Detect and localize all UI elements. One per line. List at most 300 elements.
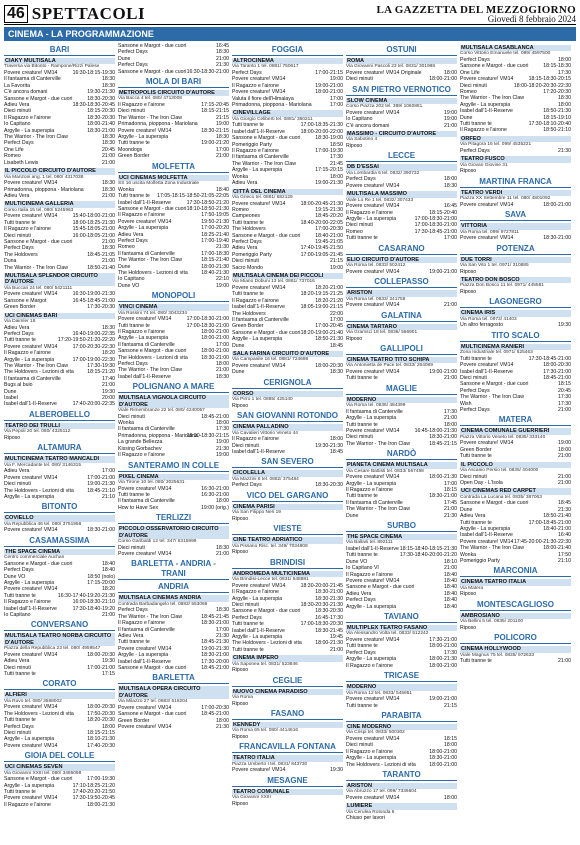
showtimes: 17:20-19:50-21:20-22:20 (57, 337, 115, 344)
showtime-row (460, 453, 571, 459)
film-title: Povere creature! VM14 (232, 284, 286, 291)
film-title: Il Ragazzo e l'airone (118, 452, 165, 459)
film-title: Perfect Days (460, 147, 490, 154)
cinema-address: Via Miano Dobuni 13 tel. 0881/ 737016 (232, 279, 315, 285)
showtimes: 17:20-20:30 (543, 89, 571, 96)
cinema-name: ROMA (346, 58, 457, 64)
showtimes: 18:00-21:00 (429, 761, 457, 768)
showtimes: 20:45 (102, 146, 115, 153)
showtime-row (118, 283, 229, 289)
showtimes: 18:40 (444, 603, 457, 610)
showtimes: 19:00-21:00 (429, 368, 457, 375)
cinema-name: VITTORIA (460, 223, 571, 229)
showtime-row (4, 494, 115, 500)
newspaper-page (4, 4, 576, 837)
film-title: Povere creature! VM14 (118, 218, 172, 225)
film-title: Povere creature! VM14 (232, 76, 286, 83)
film-title: Dune (460, 114, 473, 121)
showtimes: 15:40-18:00-21:00 (72, 213, 115, 220)
film-title: Il fantasma di Canterville (4, 375, 61, 382)
film-title: Isabel dall'1-II-Reserve (232, 627, 285, 634)
showtimes: 17:00-20:30 (201, 704, 229, 711)
programme-banner: CINEMA - LA PROGRAMMAZIONE (4, 27, 576, 41)
showtime-row (118, 374, 229, 380)
city-heading: SAN PIETRO VERNOTICO (346, 85, 457, 96)
film-title: Tutti tranne te (346, 702, 378, 709)
showtimes: 18:40 (216, 186, 229, 193)
city-heading: TERLIZZI (118, 513, 229, 524)
film-title: Il fantasma di Canterville (118, 341, 175, 348)
cinema-name: MULTISALA TEATRO NORBA CIRCUITO D'AUTORE (4, 633, 115, 646)
film-title: Argylle - La superspia (232, 167, 283, 174)
showtimes: 18:15-19:10 (543, 114, 571, 121)
film-title: Dieci minuti (4, 664, 31, 671)
film-title: Wonka (118, 186, 135, 193)
showtimes: 18:45 (330, 342, 343, 349)
showtimes: 19:30 (102, 388, 115, 395)
city-heading: SURBO (346, 521, 457, 532)
cinema-address: Via Giovanni XXIII (232, 795, 271, 801)
film-title: Povere creature! VM14 (346, 794, 400, 801)
showtimes: 18:00 (216, 420, 229, 427)
film-title: Riposo (460, 268, 477, 275)
showtimes: 18:00-21:30 (201, 263, 229, 270)
film-title: Adieu Vera (4, 192, 30, 199)
film-title: Sansone e Margot - due cuori (232, 135, 301, 142)
cinema-address: Via Saponea tel. 0831/ 523846 (232, 661, 298, 667)
film-title: Dieci minuti (232, 258, 259, 265)
showtime-row (118, 69, 229, 75)
cinema-address: Via Alessandro Volta tel. 0833/ 512242 (346, 631, 429, 637)
showtimes: 21:00 (102, 153, 115, 160)
showtimes: 18:00-18:30-21:15 (186, 432, 229, 439)
film-title: Povere creature! VM14 (232, 89, 286, 96)
film-title: Povere creature! VM14 (118, 127, 172, 134)
showtimes: 18:45-21:00 (201, 665, 229, 671)
cinema-address: Via Bellini 5 tel. 0835/ 201100 (460, 619, 524, 625)
cinema-address: Corso Garibaldi 12 tel. 347/ 6315999 (118, 538, 197, 544)
film-title: Dieci minuti (118, 108, 145, 115)
section-title: SPETTACOLI (31, 4, 146, 23)
film-title: Povere creature! VM14 (460, 201, 514, 208)
cinema-name: CIAKY MULTISALA (4, 58, 115, 64)
film-title: Primadonna, pioppona - Mariolana (232, 102, 312, 109)
showtime-row (232, 647, 343, 653)
film-title: Dieci minuti (460, 374, 487, 381)
showtimes: 18:30-21:00 (315, 589, 343, 596)
showtimes: 17:00-18:45-21:00 (528, 519, 571, 526)
film-title: Dune VO (118, 282, 140, 289)
film-title: Riposo (232, 800, 249, 807)
showtimes: 21:00 (216, 550, 229, 557)
showtimes: 18:00-21:00 (201, 335, 229, 342)
showtime-row (118, 505, 229, 511)
showtimes: 18:30-21:30 (315, 595, 343, 602)
showtimes: 22:10 (216, 276, 229, 283)
cinema-address: Via Daimler 16 (4, 319, 36, 324)
showtimes: 18:00-21:00 (429, 76, 457, 83)
city-heading: PARABITA (346, 711, 457, 722)
showtime-row (232, 667, 343, 673)
showtimes: 18:15-21:15 (87, 730, 115, 737)
film-title: Tutti tranne te (4, 789, 36, 796)
showtimes: 18:30 (444, 182, 457, 189)
cinema-address: Via Bacca 4 tel. 080/ 4713008 (118, 96, 182, 102)
cinema-name: CINE MODERNO (346, 724, 457, 730)
showtimes: 17:05-18:15-18:50-21:05-22:05 (157, 193, 229, 200)
showtimes: 21:10 (102, 493, 115, 500)
film-title: Tutti tranne te (232, 621, 264, 628)
showtimes: 21:00 (558, 453, 571, 460)
newspaper-name: LA GAZZETTA DEL MEZZOGIORNO (376, 4, 576, 16)
film-title: Dune (118, 263, 131, 270)
film-title: The Holdovers - Lezioni di vita (346, 761, 416, 768)
film-title: One Life (460, 69, 480, 76)
showtimes: 18:30-20:30 (315, 608, 343, 615)
film-title: Il Ragazzo e l'airone (232, 297, 279, 304)
film-title: Tutti tranne te (4, 337, 36, 344)
film-title: Valuta il fiore dell'Himalaya (232, 95, 294, 102)
showtimes: 18:00-21:00 (543, 201, 571, 208)
film-title: Tutti tranne te (460, 453, 492, 460)
film-title: Povere creature! VM14 (4, 527, 58, 534)
film-title: Povere creature! VM14 (4, 70, 58, 76)
film-title: Povere creature! VM14 (4, 742, 58, 749)
film-title: Io Capitano (4, 611, 31, 618)
showtimes: 17:00-20:30-22:30 (72, 343, 115, 350)
film-title: Povere creature! VM14 (346, 474, 400, 481)
city-heading: VICO DEL GARGANO (232, 491, 343, 502)
showtimes: 18:30 (216, 544, 229, 551)
film-title: Io Capitano (4, 121, 31, 128)
showtimes: 18:20-20:30 (87, 717, 115, 724)
film-title: Tutti tranne te (460, 658, 492, 665)
showtimes: 18:30-21:00 (543, 235, 571, 242)
film-title: Povere creature! VM14 (232, 582, 286, 589)
showtimes: 21:00 (330, 646, 343, 653)
film-title: Povere creature! VM14 (460, 538, 514, 545)
showtime-row (460, 322, 571, 328)
cinema-name: TEATRO DEI TRULLI (4, 423, 115, 429)
film-title: Perfect Days (118, 607, 148, 614)
film-title: Riposo (460, 624, 477, 631)
film-title: Il Ragazzo e l'airone (232, 148, 279, 155)
film-title: Lisabeth Lewis (4, 159, 39, 166)
showtimes: 17:40-20:00-22:35 (72, 401, 115, 408)
showtimes: 17:00-20:30 (315, 226, 343, 233)
showtimes: 17:30-18:40-19:20 (72, 605, 115, 612)
showtimes: 18:00-18:25-21:30 (72, 219, 115, 226)
showtime-row (460, 591, 571, 597)
film-title: Moondogs (118, 146, 143, 153)
film-title: Perfect Days (232, 70, 262, 76)
cinema-name: MULTISALA OPERA CIRCUITO D'AUTORE (118, 686, 229, 699)
showtime-row (4, 435, 115, 441)
showtimes: 18:40 (444, 571, 457, 578)
cinema-address: Piazza XX Settembre 11 tel. 080/ 4801092 (460, 196, 551, 202)
film-title: Dieci minuti (232, 601, 259, 608)
showtimes: 18:00-21:00 (429, 662, 457, 669)
film-title: Adieu Vera (4, 468, 30, 475)
city-heading: POLIGNANO A MARE (118, 382, 229, 393)
city-heading: TARANTO (346, 770, 457, 781)
cinema-address: Via Sabotino 4 (346, 137, 378, 143)
film-title: Il Ragazzo e l'airone (4, 114, 51, 121)
cinema-name: CINEMA IMPERO (232, 655, 343, 661)
showtimes: 19:00 (444, 109, 457, 116)
film-title: Perfect Days (460, 406, 490, 413)
city-heading: MATERA (460, 415, 571, 426)
showtime-row (346, 375, 457, 381)
film-title: Il Ragazzo e l'airone (346, 571, 393, 578)
showtimes: 17:30 (558, 69, 571, 76)
film-title: Isabel dall'1-II-Reserve (460, 368, 513, 375)
film-title: Povere creature! VM14 (346, 302, 400, 309)
film-title: The Warrior - The Iron Claw (346, 440, 410, 447)
showtime-row (346, 703, 457, 709)
showtime-row (346, 663, 457, 669)
cinema-address: Corso Italia 15 tel. 080/ 5245963 (4, 207, 74, 213)
film-title: Dune (4, 388, 17, 395)
showtimes: 18:00 (102, 723, 115, 730)
film-title: Adieu Vera (4, 324, 30, 331)
cinema-address: Via Gramsci 18 tel. 0836/ 566901 (346, 329, 418, 335)
film-title: Il Ragazzo e l'airone (4, 801, 51, 808)
showtimes: 19:45 (330, 633, 343, 640)
showtimes: 21:30 (558, 506, 571, 513)
film-title: Sansone e Margot - due cuori (4, 776, 73, 783)
film-title: Dune (460, 506, 473, 513)
showtimes: 21:00 (558, 658, 571, 665)
film-title: The Warrior - The Iron Claw (118, 613, 182, 620)
film-title: Adieu Vera (460, 513, 486, 520)
showtimes: 17:00-19:40 (201, 237, 229, 244)
showtimes: 17:40 (102, 375, 115, 382)
showtimes: 17:40-20:30 (87, 742, 115, 749)
showtimes: 18:30-20:30-21:30 (300, 601, 343, 608)
showtimes: 17:45-20:00-21:30-22:30 (513, 538, 571, 545)
film-title: Tutti tranne te (4, 671, 36, 677)
film-title: Dune (346, 512, 359, 519)
showtimes: 18:30-21:00 (201, 354, 229, 361)
film-title: The Warrior - The Iron Claw (118, 257, 182, 264)
film-title: Riposo (346, 335, 363, 342)
showtime-row (232, 403, 343, 409)
film-title: The Holdovers - Lezioni di vita (4, 487, 74, 494)
film-title: Adieu Vera (118, 632, 144, 639)
showtimes: 18:00 (330, 173, 343, 180)
showtimes: 17:00-21:00 (87, 664, 115, 671)
film-title: Perfect Days (4, 140, 34, 147)
showtime-row (4, 193, 115, 199)
film-title: Tutti tranne te (4, 219, 36, 226)
film-title: Il Ragazzo e l'airone (232, 436, 279, 443)
city-heading: SANTERAMO IN COLLE (118, 461, 229, 472)
showtime-row (346, 513, 457, 519)
film-title: Sansone e Margot - due cuori (118, 43, 187, 49)
issue-date: Giovedì 8 febbraio 2024 (487, 14, 576, 24)
showtimes: 18:15 (444, 735, 457, 742)
showtimes: 18:20-19:00-21:40 (300, 329, 343, 336)
cinema-name: METROPOLIS CIRCUITO D'AUTORE (118, 90, 229, 96)
cinema-address: Via Matera (460, 585, 484, 591)
showtimes: 18:45-21:15 (429, 440, 457, 447)
showtimes: 21:10 (558, 558, 571, 565)
film-title: Pomeriggio Party (232, 251, 272, 258)
showtimes: 17:00-18:30-21:00 (186, 316, 229, 323)
showtimes: 18:20-21:20 (315, 297, 343, 304)
cinema-name: VINCI CINEMA (118, 304, 229, 310)
film-title: Sansone e Margot - due cuori (232, 608, 301, 615)
cinema-address: Contrada Barbadangelo tel. 0883/ 553066 (118, 601, 208, 607)
film-title: Povere creature! VM14 Originale (346, 70, 422, 76)
showtimes: 18:30-20:00-21:45 (300, 582, 343, 589)
showtimes: 17:50-19:05 (201, 212, 229, 219)
film-title: Il Ragazzo e l'airone (346, 662, 393, 669)
showtimes: 16:45-18:00-21:30 (414, 427, 457, 434)
showtimes: 18:30 (216, 49, 229, 56)
showtime-row (4, 401, 115, 407)
showtime-row (118, 551, 229, 557)
showtimes: 18:40-20:00-22:05 (300, 219, 343, 226)
city-heading: CONVERSANO (4, 620, 115, 631)
film-title: The Warrior - The Iron Claw (346, 506, 410, 513)
showtimes: 21:00 (444, 506, 457, 513)
showtimes: 18:40-21:00 (315, 232, 343, 239)
cinema-name: CINE TEATRO ADRIATICO (232, 537, 343, 543)
listing-column (346, 43, 457, 833)
cinema-address: Via Roma tel. 0833/ 502412 (346, 263, 406, 269)
film-title: Primadonna, pioppona - Mariolana (118, 121, 198, 128)
showtimes: 17:30 (558, 394, 571, 401)
showtimes: 18:30 (102, 245, 115, 252)
film-title: Sansone e Margot - due cuori (118, 348, 187, 355)
cinema-address: Centro commerciale Auchan (4, 555, 65, 561)
showtimes: 18:30-21:00 (87, 527, 115, 534)
city-heading: BITONTO (4, 502, 115, 513)
showtime-row (460, 127, 571, 133)
cinema-address: Via Grieco tel. 0881/ 682129 (232, 194, 293, 200)
cinema-address: Via Roma 12 tel. 0833/ 545951 (346, 690, 413, 696)
cinema-name: CINEMA TEATRO ITALIA (460, 579, 571, 585)
showtimes: 18:30 (102, 180, 115, 187)
film-title: Il fantasma di Canterville (346, 499, 403, 506)
showtimes: 18:40 (102, 560, 115, 567)
showtimes: 19:00-21:00 (429, 696, 457, 703)
film-title: Dieci minuti (118, 413, 145, 420)
showtimes: 19:30 (102, 658, 115, 665)
cinema-address: Traversa via Bitonto - Rampone/Rizzi Palese (4, 64, 100, 70)
film-title: The Holdovers - Lezioni di vita (118, 269, 188, 276)
showtimes: 18:50-21:40 (87, 264, 115, 271)
showtime-row (232, 701, 343, 707)
film-title: Argylle - La superspia (460, 526, 511, 533)
showtimes: 17:00-18:30-21:00 (186, 322, 229, 329)
film-title: Dune (118, 55, 131, 62)
showtimes: 18:30-18:30-20:45 (72, 102, 115, 109)
film-title: Il fantasma di Canterville (232, 154, 289, 161)
city-heading: GIOIA DEL COLLE (4, 751, 115, 762)
film-title: Riposo (232, 402, 249, 409)
film-title: Riposo (232, 515, 249, 522)
film-title: Adieu Vera (4, 102, 30, 109)
film-title: Il Ragazzo e l'airone (118, 620, 165, 627)
showtime-row (232, 549, 343, 555)
showtime-row (346, 76, 457, 82)
showtimes: 18:10-18:50-21:30 (186, 205, 229, 212)
city-heading: TITO SCALO (460, 331, 571, 342)
cinema-address: Via Giovanni Pascoli 23 tel. 0831/ 301988 (346, 64, 435, 70)
showtimes: 18:50-21:30 (543, 108, 571, 115)
showtime-row (232, 482, 343, 488)
showtimes: 18:30-21:15 (201, 127, 229, 134)
cinema-name: THE SPACE CINEMA (346, 534, 457, 540)
film-title: Povere creature! VM14 (232, 363, 286, 370)
showtime-row (346, 795, 457, 801)
showtime-row (346, 183, 457, 189)
showtime-row (460, 625, 571, 631)
cinema-name: PIANETA CINEMA MULTISALA (346, 462, 457, 468)
film-title: Povere creature! VM14 (460, 76, 514, 83)
showtimes: 18:45-21:05 (87, 251, 115, 258)
film-title: Romeo (118, 244, 135, 251)
showtime-row (4, 743, 115, 749)
film-title: Povere creature! VM14 (346, 696, 400, 703)
showtimes: 18:20 (102, 586, 115, 593)
cinema-address: Via Pepoli 20 tel. 080/ 4325112 (4, 429, 71, 435)
showtimes: 17:00 (330, 95, 343, 102)
showtimes: 21:00 (102, 192, 115, 199)
cinema-address: Via Cerulea Rotonda 6 (346, 809, 395, 815)
showtimes: 17:30-21:00 (429, 637, 457, 644)
film-title: Riposo (232, 549, 249, 556)
film-title: Il fantasma di Canterville (4, 76, 61, 83)
showtimes: 18:45-21:00 (201, 711, 229, 718)
showtimes: 16:30-21:00 (201, 485, 229, 492)
showtimes: 18:45 (330, 449, 343, 456)
film-title: Isabel dall'1-II-Reserve (118, 658, 171, 665)
film-title: The Warrior - The Iron Claw (460, 545, 524, 552)
showtimes: 17:00-20:45 (315, 323, 343, 330)
showtimes: 19:15-21:30 (315, 206, 343, 213)
cinema-name: MULTISALA SPLENDOR CIRCUITO D'AUTORE (4, 273, 115, 286)
showtimes: 18:00 (330, 436, 343, 443)
film-title: Tutti tranne te (118, 193, 150, 200)
cinema-name: PIXEL CINEMA (118, 474, 229, 480)
showtimes: 21:00 (102, 159, 115, 166)
showtimes: 16:45 (444, 203, 457, 210)
showtimes: 17:15-20:45 (201, 102, 229, 109)
showtimes: 21:30 (216, 445, 229, 452)
showtimes: 17:45 (444, 499, 457, 506)
film-title: Isabel dall'1-II-Reserve (4, 401, 57, 408)
showtimes: 18:15-18:30-20:15 (528, 76, 571, 83)
cinema-address: Via Roma tel. 099/ 9727811 (460, 229, 520, 235)
film-title: Povere creature! VM14 (4, 704, 58, 711)
showtimes: 21:00 (558, 480, 571, 486)
showtimes: 17:00 (330, 317, 343, 323)
cinema-name: MULTISALA CASABLANCA (460, 45, 571, 51)
cinema-address: Via Campanile 16 tel. 0881/ 724688 (232, 357, 309, 363)
showtimes: 17:00 (330, 102, 343, 109)
showtimes: 17:00 (444, 235, 457, 242)
film-title: Povere creature! VM14 (118, 550, 172, 557)
cinema-address: Via Roma (232, 694, 253, 700)
showtimes: 18:30 (330, 369, 343, 376)
film-title: Argylle - La superspia (4, 736, 55, 743)
city-heading: MARTINA FRANCA (460, 177, 571, 188)
showtimes: 17:00-19:30 (87, 776, 115, 783)
